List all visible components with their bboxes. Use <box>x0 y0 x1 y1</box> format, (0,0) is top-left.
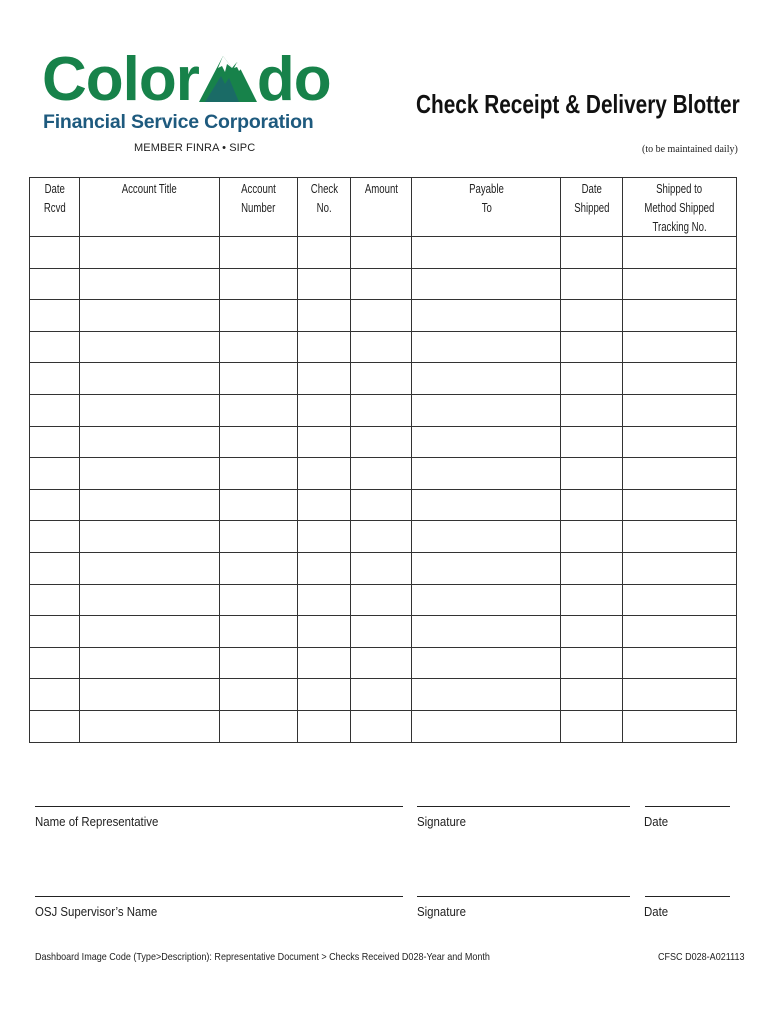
table-row <box>30 679 737 711</box>
table-cell[interactable] <box>351 521 412 553</box>
table-cell[interactable] <box>623 616 737 648</box>
table-cell[interactable] <box>412 237 561 269</box>
table-cell[interactable] <box>220 300 298 332</box>
table-cell[interactable] <box>412 363 561 395</box>
table-cell[interactable] <box>561 552 623 584</box>
table-cell[interactable] <box>561 363 623 395</box>
supervisor-signature-label: Signature <box>417 904 466 919</box>
table-row <box>30 552 737 584</box>
table-cell[interactable] <box>561 584 623 616</box>
logo-subtitle: Financial Service Corporation <box>43 111 314 133</box>
table-cell[interactable] <box>80 237 220 269</box>
column-header <box>30 178 80 237</box>
column-header-line: Method Shipped <box>644 200 715 215</box>
table-row <box>30 300 737 332</box>
table-cell[interactable] <box>220 710 298 742</box>
table-cell[interactable] <box>351 363 412 395</box>
table-cell[interactable] <box>561 331 623 363</box>
table-row <box>30 363 737 395</box>
table-cell[interactable] <box>220 647 298 679</box>
table-cell[interactable] <box>220 552 298 584</box>
column-header-line: Date <box>44 181 65 196</box>
table-cell[interactable] <box>220 237 298 269</box>
table-cell[interactable] <box>561 489 623 521</box>
table-cell[interactable] <box>220 268 298 300</box>
table-cell[interactable] <box>80 679 220 711</box>
table-cell[interactable] <box>412 584 561 616</box>
table-cell[interactable] <box>80 552 220 584</box>
table-cell[interactable] <box>30 521 80 553</box>
table-cell[interactable] <box>30 458 80 490</box>
logo-text-left: Color <box>42 45 199 114</box>
table-cell[interactable] <box>623 426 737 458</box>
table-cell[interactable] <box>30 331 80 363</box>
table-cell[interactable] <box>561 237 623 269</box>
member-line: MEMBER FINRA • SIPC <box>134 142 256 154</box>
column-header-line: Account Title <box>121 181 178 196</box>
table-cell[interactable] <box>351 489 412 521</box>
column-header-line: Shipped to <box>656 181 703 196</box>
table-cell[interactable] <box>623 458 737 490</box>
table-cell[interactable] <box>351 710 412 742</box>
column-header-line: Date <box>581 181 602 196</box>
table-cell[interactable] <box>298 300 351 332</box>
footer-form-code: CFSC D028-A021113 <box>658 951 745 963</box>
column-header <box>220 178 298 237</box>
table-cell[interactable] <box>623 584 737 616</box>
table-cell[interactable] <box>80 489 220 521</box>
table-cell[interactable] <box>220 363 298 395</box>
table-cell[interactable] <box>412 647 561 679</box>
table-cell[interactable] <box>30 426 80 458</box>
blotter-table <box>29 177 737 743</box>
table-cell[interactable] <box>220 394 298 426</box>
table-cell[interactable] <box>220 521 298 553</box>
column-header-line: Number <box>241 200 276 215</box>
table-cell[interactable] <box>412 394 561 426</box>
table-header <box>30 178 737 237</box>
table-cell[interactable] <box>298 552 351 584</box>
table-cell[interactable] <box>298 268 351 300</box>
table-cell[interactable] <box>80 458 220 490</box>
table-body <box>30 237 737 743</box>
column-header-line: Shipped <box>573 200 610 215</box>
table-cell[interactable] <box>561 647 623 679</box>
table-cell[interactable] <box>30 710 80 742</box>
table-cell[interactable] <box>561 300 623 332</box>
logo-text-right: do <box>256 45 331 114</box>
table-cell[interactable] <box>412 300 561 332</box>
table-cell[interactable] <box>561 426 623 458</box>
footer-dashboard-code: Dashboard Image Code (Type>Description): Representative Document > Checks Received D028-Year and Month <box>35 951 490 963</box>
column-header-line: Amount <box>364 181 398 196</box>
table-cell[interactable] <box>80 300 220 332</box>
table-row <box>30 647 737 679</box>
table-cell[interactable] <box>80 647 220 679</box>
table-cell[interactable] <box>623 679 737 711</box>
table-cell[interactable] <box>412 489 561 521</box>
table-cell[interactable] <box>623 300 737 332</box>
table-cell[interactable] <box>623 710 737 742</box>
table-cell[interactable] <box>30 237 80 269</box>
table-cell[interactable] <box>220 584 298 616</box>
table-cell[interactable] <box>220 331 298 363</box>
column-header-line: Payable <box>468 181 504 196</box>
column-header <box>561 178 623 237</box>
column-header-line: Rcvd <box>43 200 66 215</box>
table-cell[interactable] <box>298 521 351 553</box>
table-cell[interactable] <box>30 363 80 395</box>
supervisor-name-line[interactable] <box>35 896 403 897</box>
table-cell[interactable] <box>30 489 80 521</box>
representative-name-line[interactable] <box>35 806 403 807</box>
column-header-line: Tracking No. <box>652 219 707 234</box>
supervisor-name-label: OSJ Supervisor’s Name <box>35 904 158 919</box>
table-cell[interactable] <box>80 268 220 300</box>
table-row <box>30 331 737 363</box>
column-header <box>80 178 220 237</box>
table-cell[interactable] <box>80 426 220 458</box>
table-cell[interactable] <box>298 584 351 616</box>
table-cell[interactable] <box>412 616 561 648</box>
representative-signature-line[interactable] <box>417 806 630 807</box>
table-cell[interactable] <box>412 679 561 711</box>
table-cell[interactable] <box>623 237 737 269</box>
mountain-logo-icon <box>199 50 257 102</box>
table-cell[interactable] <box>30 679 80 711</box>
table-cell[interactable] <box>623 363 737 395</box>
table-cell[interactable] <box>30 394 80 426</box>
table-cell[interactable] <box>351 394 412 426</box>
table-cell[interactable] <box>30 300 80 332</box>
table-cell[interactable] <box>351 679 412 711</box>
table-cell[interactable] <box>561 616 623 648</box>
table-row <box>30 489 737 521</box>
table-row <box>30 268 737 300</box>
table-cell[interactable] <box>623 331 737 363</box>
company-logo <box>42 42 331 138</box>
table-cell[interactable] <box>412 331 561 363</box>
table-cell[interactable] <box>220 426 298 458</box>
table-row <box>30 710 737 742</box>
representative-name-label: Name of Representative <box>35 814 159 829</box>
table-cell[interactable] <box>351 237 412 269</box>
column-header <box>412 178 561 237</box>
table-cell[interactable] <box>80 394 220 426</box>
table-cell[interactable] <box>623 552 737 584</box>
table-cell[interactable] <box>80 521 220 553</box>
table-cell[interactable] <box>298 679 351 711</box>
table-cell[interactable] <box>561 394 623 426</box>
supervisor-signature-line[interactable] <box>417 896 630 897</box>
table-cell[interactable] <box>623 394 737 426</box>
representative-date-label: Date <box>644 814 669 829</box>
table-row <box>30 458 737 490</box>
table-cell[interactable] <box>412 521 561 553</box>
table-cell[interactable] <box>412 552 561 584</box>
table-cell[interactable] <box>30 268 80 300</box>
table-cell[interactable] <box>220 458 298 490</box>
table-cell[interactable] <box>623 647 737 679</box>
table-cell[interactable] <box>351 552 412 584</box>
table-cell[interactable] <box>561 268 623 300</box>
table-cell[interactable] <box>412 268 561 300</box>
table-row <box>30 426 737 458</box>
table-row <box>30 521 737 553</box>
table-cell[interactable] <box>220 679 298 711</box>
table-cell[interactable] <box>351 584 412 616</box>
table-cell[interactable] <box>220 489 298 521</box>
table-row <box>30 394 737 426</box>
table-cell[interactable] <box>561 521 623 553</box>
column-header <box>298 178 351 237</box>
table-cell[interactable] <box>298 489 351 521</box>
table-cell[interactable] <box>298 426 351 458</box>
column-header-line: No. <box>316 200 332 215</box>
table-cell[interactable] <box>561 710 623 742</box>
table-cell[interactable] <box>623 521 737 553</box>
table-cell[interactable] <box>30 647 80 679</box>
table-cell[interactable] <box>623 489 737 521</box>
table-row <box>30 584 737 616</box>
column-header-line: Account <box>241 181 276 196</box>
table-cell[interactable] <box>298 394 351 426</box>
table-row <box>30 616 737 648</box>
table-cell[interactable] <box>351 268 412 300</box>
table-cell[interactable] <box>298 331 351 363</box>
table-cell[interactable] <box>351 331 412 363</box>
table-row <box>30 237 737 269</box>
column-header-line: To <box>480 200 492 215</box>
table-cell[interactable] <box>220 616 298 648</box>
table-cell[interactable] <box>412 458 561 490</box>
representative-signature-label: Signature <box>417 814 466 829</box>
table-cell[interactable] <box>30 584 80 616</box>
table-cell[interactable] <box>30 552 80 584</box>
table-cell[interactable] <box>351 300 412 332</box>
table-cell[interactable] <box>80 710 220 742</box>
table-cell[interactable] <box>80 616 220 648</box>
maintenance-note: (to be maintained daily) <box>642 144 738 155</box>
table-cell[interactable] <box>80 363 220 395</box>
table-cell[interactable] <box>30 616 80 648</box>
supervisor-date-line[interactable] <box>645 896 730 897</box>
table-cell[interactable] <box>412 710 561 742</box>
column-header <box>623 178 737 237</box>
table-cell[interactable] <box>298 710 351 742</box>
table-cell[interactable] <box>298 363 351 395</box>
column-header-line: Check <box>310 181 338 196</box>
table-cell[interactable] <box>351 426 412 458</box>
column-header <box>351 178 412 237</box>
supervisor-date-label: Date <box>644 904 669 919</box>
table-cell[interactable] <box>298 237 351 269</box>
representative-date-line[interactable] <box>645 806 730 807</box>
table-cell[interactable] <box>623 268 737 300</box>
table-cell[interactable] <box>80 584 220 616</box>
table-cell[interactable] <box>412 426 561 458</box>
table-cell[interactable] <box>80 331 220 363</box>
table-cell[interactable] <box>351 616 412 648</box>
table-cell[interactable] <box>298 616 351 648</box>
table-cell[interactable] <box>298 647 351 679</box>
table-cell[interactable] <box>351 458 412 490</box>
table-cell[interactable] <box>351 647 412 679</box>
table-cell[interactable] <box>561 679 623 711</box>
page-title: Check Receipt & Delivery Blotter <box>416 89 740 119</box>
table-cell[interactable] <box>561 458 623 490</box>
table-cell[interactable] <box>298 458 351 490</box>
